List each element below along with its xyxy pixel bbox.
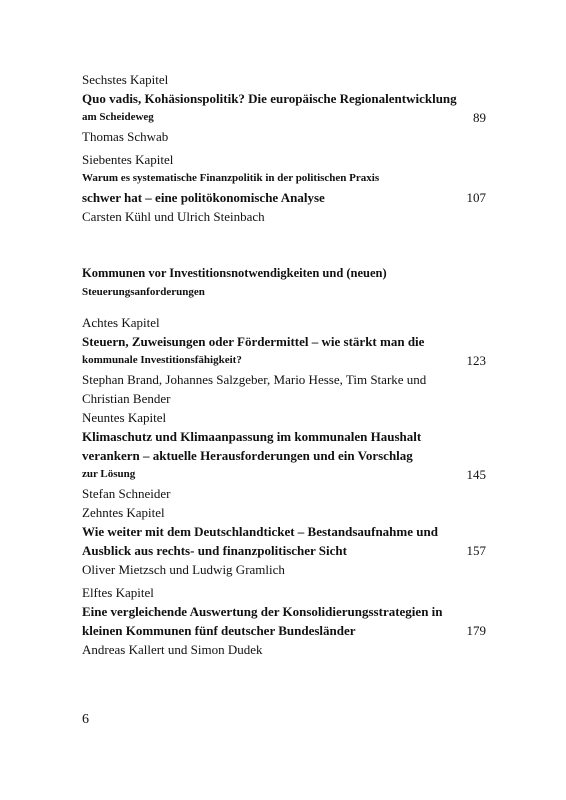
- chapter-authors: Oliver Mietzsch und Ludwig Gramlich: [82, 562, 285, 577]
- chapter-authors: Andreas Kallert und Simon Dudek: [82, 642, 263, 657]
- chapter-title-line: am Scheideweg: [82, 111, 154, 123]
- section-heading-line: Steuerungsanforderungen: [82, 286, 205, 298]
- chapter-kicker: Zehntes Kapitel: [82, 505, 165, 520]
- chapter-kicker: Neuntes Kapitel: [82, 410, 167, 425]
- chapter-title-line: Warum es systematische Finanzpolitik in der politischen Praxis: [82, 172, 380, 184]
- chapter-title-line: Klimaschutz und Klimaanpassung im kommunalen Haushalt: [82, 429, 422, 444]
- page-number: 89: [473, 110, 486, 125]
- chapter-title-line: zur Lösung: [82, 468, 136, 480]
- chapter-title-line: Wie weiter mit dem Deutschlandticket – Bestandsaufnahme und: [82, 524, 438, 539]
- page-number: 179: [466, 623, 486, 638]
- page-number: 107: [466, 190, 486, 205]
- chapter-kicker: Sechstes Kapitel: [82, 72, 169, 87]
- chapter-authors: Stephan Brand, Johannes Salzgeber, Mario Hesse, Tim Starke und: [82, 372, 427, 387]
- page-number: 123: [466, 353, 486, 368]
- toc-entry: [82, 408, 486, 503]
- chapter-title-line: Quo vadis, Kohäsionspolitik? Die europäische Regionalentwicklung: [82, 91, 457, 106]
- section-heading-line: Kommunen vor Investitionsnotwendigkeiten und (neuen): [82, 266, 387, 280]
- page-folio: 6: [82, 712, 89, 727]
- toc-entry: [82, 70, 486, 146]
- section-heading: [82, 264, 486, 302]
- chapter-authors: Thomas Schwab: [82, 129, 169, 144]
- toc-entry: [82, 583, 486, 659]
- toc-entry: [82, 313, 486, 408]
- page-number: 157: [466, 543, 486, 558]
- chapter-authors: Carsten Kühl und Ulrich Steinbach: [82, 209, 265, 224]
- chapter-kicker: Elftes Kapitel: [82, 585, 154, 600]
- page-number: 145: [466, 467, 486, 482]
- chapter-kicker: Achtes Kapitel: [82, 315, 160, 330]
- toc-entry: [82, 150, 486, 226]
- chapter-title-line: schwer hat – eine politökonomische Analyse: [82, 190, 325, 205]
- chapter-title-line: Steuern, Zuweisungen oder Fördermittel – wie stärkt man die: [82, 334, 425, 349]
- chapter-title-line: Ausblick aus rechts- und finanzpolitischer Sicht: [82, 543, 347, 558]
- chapter-title-line: kommunale Investitionsfähigkeit?: [82, 354, 242, 366]
- toc-entry: [82, 503, 486, 579]
- chapter-authors: Christian Bender: [82, 391, 171, 406]
- chapter-authors: Stefan Schneider: [82, 486, 171, 501]
- chapter-title-line: kleinen Kommunen fünf deutscher Bundesländer: [82, 623, 356, 638]
- chapter-kicker: Siebentes Kapitel: [82, 152, 174, 167]
- chapter-title-line: verankern – aktuelle Herausforderungen und ein Vorschlag: [82, 448, 413, 463]
- chapter-title-line: Eine vergleichende Auswertung der Konsolidierungsstrategien in: [82, 604, 443, 619]
